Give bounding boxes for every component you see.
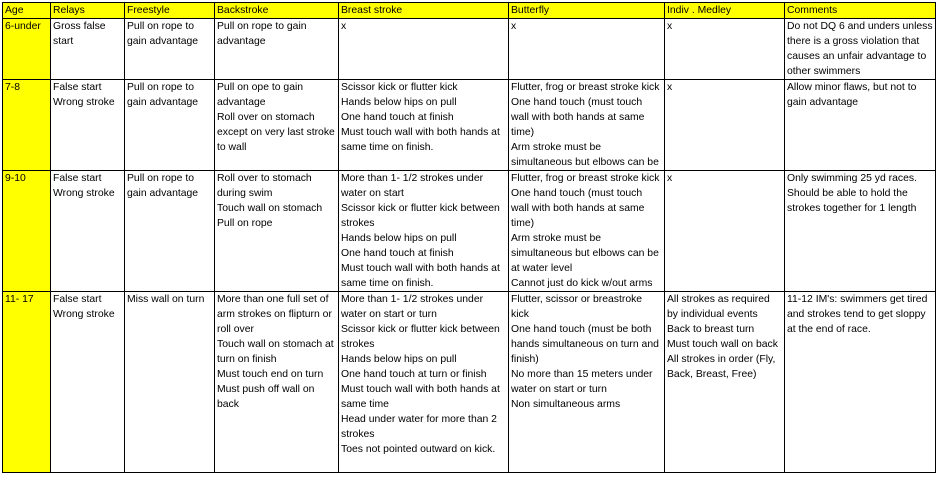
cell-line: Back to breast turn (667, 324, 755, 335)
relays-cell[interactable] (51, 19, 125, 80)
cell-line: Must touch end on turn (217, 369, 324, 380)
indiv-medley-cell[interactable] (665, 19, 785, 80)
cell-line: Pull on rope to gain advantage (127, 82, 199, 108)
cell-line: All strokes in order (Fly, Back, Breast, Free) (667, 354, 776, 380)
cell-line: Must push off wall on back (217, 384, 315, 410)
cell-line: Roll over on stomach except on very last stroke to wall (217, 112, 335, 153)
butterfly-cell[interactable] (509, 80, 665, 171)
cell-line: Must touch wall with both hands at same time on finish. (341, 263, 500, 289)
cell-line: Allow minor flaws, but not to gain advantage (787, 82, 917, 108)
table-row (3, 80, 936, 171)
freestyle-cell[interactable] (125, 292, 215, 473)
cell-line: Wrong stroke (53, 97, 115, 108)
header-breast-stroke[interactable]: Breast stroke (339, 3, 509, 19)
age-cell[interactable]: 7-8 (3, 80, 51, 171)
relays-cell[interactable] (51, 80, 125, 171)
butterfly-cell[interactable] (509, 171, 665, 292)
cell-line: Only swimming 25 yd races. Should be able to hold the strokes together for 1 length (787, 173, 917, 214)
butterfly-cell[interactable] (509, 292, 665, 473)
age-cell[interactable]: 9-10 (3, 171, 51, 292)
breast-stroke-cell[interactable] (339, 80, 509, 171)
comments-cell[interactable] (785, 292, 936, 473)
cell-line: Flutter, frog or breast stroke kick (511, 82, 660, 93)
comments-cell[interactable] (785, 19, 936, 80)
cell-line: One hand touch (must be both hands simultaneous on turn and finish) (511, 324, 659, 365)
cell-line: Scissor kick or flutter kick between strokes (341, 324, 500, 350)
cell-line: Arm stroke must be simultaneous but elbows can be at water level (511, 233, 659, 274)
cell-line: One hand touch at finish (341, 112, 454, 123)
comments-cell[interactable] (785, 171, 936, 292)
cell-line: Flutter, scissor or breastroke kick (511, 294, 643, 320)
cell-line: Pull on rope to gain advantage (127, 173, 199, 199)
breast-stroke-cell[interactable] (339, 19, 509, 80)
backstroke-cell[interactable] (215, 80, 339, 171)
freestyle-cell[interactable] (125, 80, 215, 171)
table-row (3, 292, 936, 473)
cell-line: Hands below hips on pull (341, 97, 457, 108)
header-freestyle[interactable]: Freestyle (125, 3, 215, 19)
breast-stroke-cell[interactable] (339, 171, 509, 292)
age-cell[interactable]: 11- 17 (3, 292, 51, 473)
cell-line: One hand touch (must touch wall with both hands at same time) (511, 97, 645, 138)
cell-line: Scissor kick or flutter kick between strokes (341, 203, 500, 229)
cell-line: Pull on rope to gain advantage (217, 21, 307, 47)
cell-line: Roll over to stomach during swim (217, 173, 312, 199)
cell-line: One hand touch at finish (341, 248, 454, 259)
cell-line: Hands below hips on pull (341, 233, 457, 244)
indiv-medley-cell[interactable] (665, 292, 785, 473)
table-row (3, 171, 936, 292)
cell-line: Must touch wall with both hands at same time on finish. (341, 127, 500, 153)
cell-line: False start (53, 82, 102, 93)
cell-line: One hand touch at turn or finish (341, 369, 487, 380)
backstroke-cell[interactable] (215, 19, 339, 80)
cell-line: Pull on ope to gain advantage (217, 82, 304, 108)
cell-line: Touch wall on stomach at turn on finish (217, 339, 334, 365)
cell-line: False start (53, 173, 102, 184)
header-indiv-medley[interactable]: Indiv . Medley (665, 3, 785, 19)
header-relays[interactable]: Relays (51, 3, 125, 19)
cell-line: Cannot just do kick w/out arms (511, 278, 653, 289)
cell-line: More than 1- 1/2 strokes under water on start (341, 173, 484, 199)
cell-line: Must touch wall with both hands at same time (341, 384, 500, 410)
cell-line: x (667, 173, 673, 184)
freestyle-cell[interactable] (125, 171, 215, 292)
cell-line: False start (53, 294, 102, 305)
butterfly-cell[interactable] (509, 19, 665, 80)
header-comments[interactable]: Comments (785, 3, 936, 19)
age-cell[interactable]: 6-under (3, 19, 51, 80)
cell-line: Scissor kick or flutter kick (341, 82, 458, 93)
cell-line: x (667, 21, 673, 32)
cell-line: No more than 15 meters under water on start or turn (511, 369, 653, 395)
breast-stroke-cell[interactable] (339, 292, 509, 473)
cell-line: More than 1- 1/2 strokes under water on start or turn (341, 294, 484, 320)
header-backstroke[interactable]: Backstroke (215, 3, 339, 19)
cell-line: 11-12 IM's: swimmers get tired and strokes tend to get sloppy at the end of race. (787, 294, 928, 335)
cell-line: More than one full set of arm strokes on flipturn or roll over (217, 294, 332, 335)
cell-line: Must touch wall on back (667, 339, 778, 350)
cell-line: Miss wall on turn (127, 294, 205, 305)
cell-line: Non simultaneous arms (511, 399, 621, 410)
cell-line: Wrong stroke (53, 309, 115, 320)
freestyle-cell[interactable] (125, 19, 215, 80)
cell-line: Do not DQ 6 and unders unless there is a gross violation that causes an unfair advantage to other swimmers (787, 21, 933, 77)
table-row (3, 19, 936, 80)
backstroke-cell[interactable] (215, 292, 339, 473)
relays-cell[interactable] (51, 171, 125, 292)
cell-line: x (511, 21, 517, 32)
header-row (3, 3, 936, 19)
cell-line: Wrong stroke (53, 188, 115, 199)
comments-cell[interactable] (785, 80, 936, 171)
cell-line: Gross false start (53, 21, 106, 47)
butterfly-clip (511, 80, 662, 170)
cell-line: Toes not pointed outward on kick. (341, 444, 496, 455)
cell-line: All strokes as required by individual events (667, 294, 770, 320)
cell-line: Pull on rope (217, 218, 273, 229)
cell-line: Arm stroke must be simultaneous but elbows can be (511, 142, 659, 168)
dq-rules-table (2, 2, 936, 473)
cell-line: Head under water for more than 2 strokes (341, 414, 497, 440)
cell-line: Touch wall on stomach (217, 203, 323, 214)
cell-line: x (341, 21, 347, 32)
cell-line: Pull on rope to gain advantage (127, 21, 199, 47)
relays-cell[interactable] (51, 292, 125, 473)
cell-line: x (667, 82, 673, 93)
header-age[interactable]: Age (3, 3, 51, 19)
cell-line: Hands below hips on pull (341, 354, 457, 365)
cell-line: One hand touch (must touch wall with both hands at same time) (511, 188, 645, 229)
indiv-medley-cell[interactable] (665, 171, 785, 292)
indiv-medley-cell[interactable] (665, 80, 785, 171)
cell-line: Flutter, frog or breast stroke kick (511, 173, 660, 184)
header-butterfly[interactable]: Butterfly (509, 3, 665, 19)
backstroke-cell[interactable] (215, 171, 339, 292)
